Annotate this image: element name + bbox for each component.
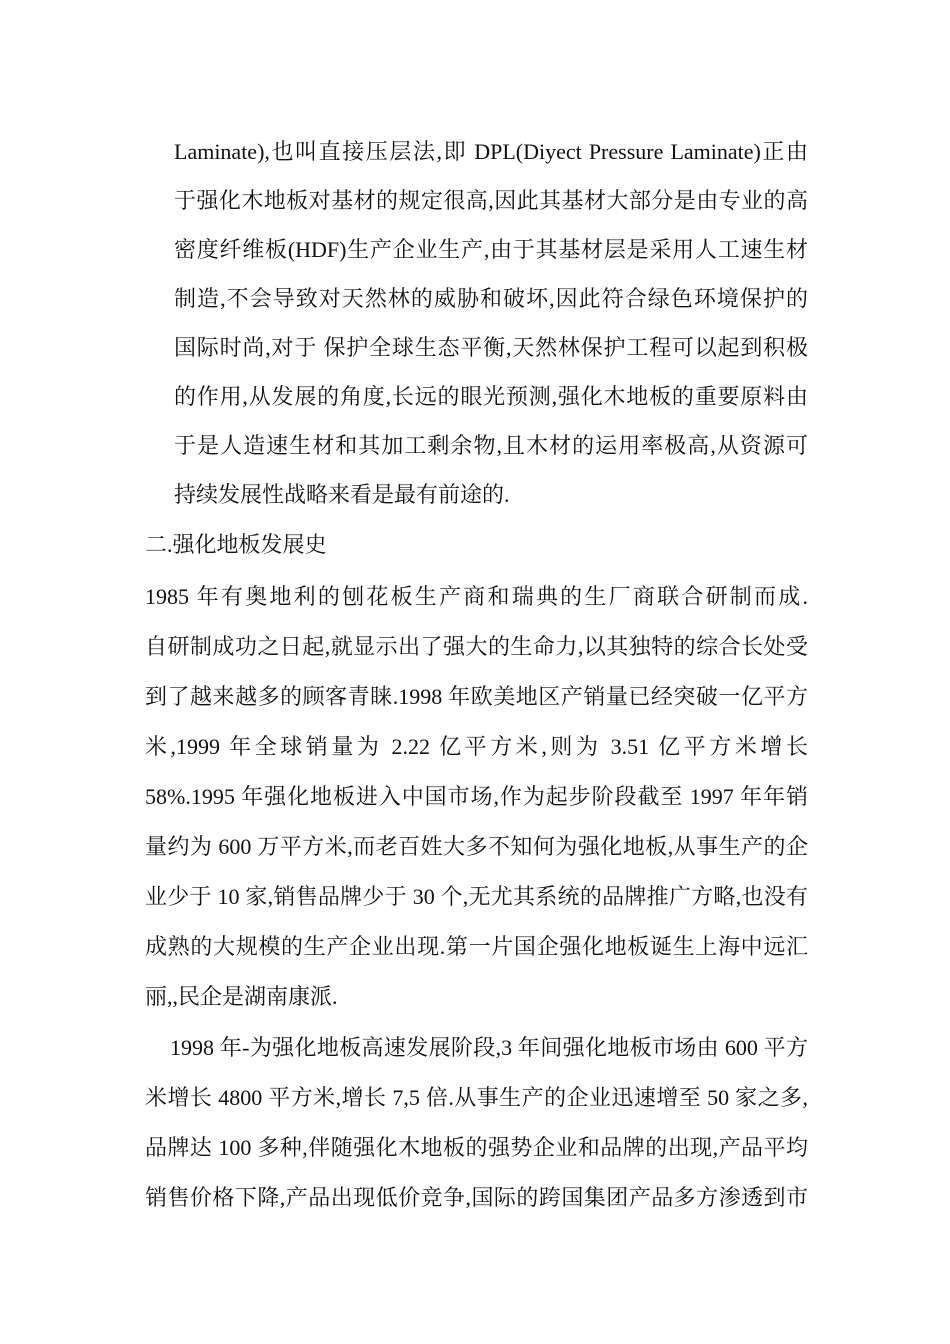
paragraph-line: 1998 年-为强化地板高速发展阶段,3 年间强化地板市场由 600 平方 bbox=[170, 1035, 808, 1060]
intro-line: 密度纤维板(HDF)生产企业生产,由于其基材层是采用人工速生材 bbox=[174, 237, 808, 262]
paragraph-line: 丽,,民企是湖南康派. bbox=[145, 984, 338, 1009]
paragraph-line: 自研制成功之日起,就显示出了强大的生命力,以其独特的综合长处受 bbox=[145, 634, 808, 659]
paragraph-line: 成熟的大规模的生产企业出现.第一片国企强化地板诞生上海中远汇 bbox=[145, 934, 808, 959]
paragraph-line: 米,1999 年全球销量为 2.22 亿平方米,则为 3.51 亿平方米增长 bbox=[145, 734, 808, 759]
section-heading: 二.强化地板发展史 bbox=[145, 532, 327, 557]
intro-line: 于强化木地板对基材的规定很高,因此其基材大部分是由专业的高 bbox=[174, 188, 808, 213]
paragraph-line: 1985 年有奥地利的刨花板生产商和瑞典的生厂商联合研制而成. bbox=[145, 584, 808, 609]
intro-line: 的作用,从发展的角度,长远的眼光预测,强化木地板的重要原料由 bbox=[174, 384, 808, 409]
intro-line: 于是人造速生材和其加工剩余物,且木材的运用率极高,从资源可 bbox=[174, 433, 808, 458]
paragraph-line: 58%.1995 年强化地板进入中国市场,作为起步阶段截至 1997 年年销 bbox=[145, 784, 808, 809]
intro-line: 国际时尚,对于 保护全球生态平衡,天然林保护工程可以起到积极 bbox=[174, 335, 808, 360]
paragraph-line: 品牌达 100 多种,伴随强化木地板的强势企业和品牌的出现,产品平均 bbox=[145, 1135, 808, 1160]
paragraph-line: 量约为 600 万平方米,而老百姓大多不知何为强化地板,从事生产的企 bbox=[145, 834, 808, 859]
intro-line: 制造,不会导致对天然林的威胁和破坏,因此符合绿色环境保护的 bbox=[174, 286, 808, 311]
paragraph-line: 米增长 4800 平方米,增长 7,5 倍.从事生产的企业迅速增至 50 家之多, bbox=[145, 1085, 808, 1110]
intro-line: 持续发展性战略来看是最有前途的. bbox=[174, 482, 510, 507]
paragraph-line: 销售价格下降,产品出现低价竞争,国际的跨国集团产品多方渗透到市 bbox=[145, 1185, 808, 1210]
paragraph-line: 到了越来越多的顾客青睐.1998 年欧美地区产销量已经突破一亿平方 bbox=[145, 684, 808, 709]
intro-line: Laminate),也叫直接压层法,即 DPL(Diyect Pressure Laminate)正由 bbox=[174, 139, 808, 164]
paragraph-line: 业少于 10 家,销售品牌少于 30 个,无尤其系统的品牌推广方略,也没有 bbox=[145, 884, 808, 909]
